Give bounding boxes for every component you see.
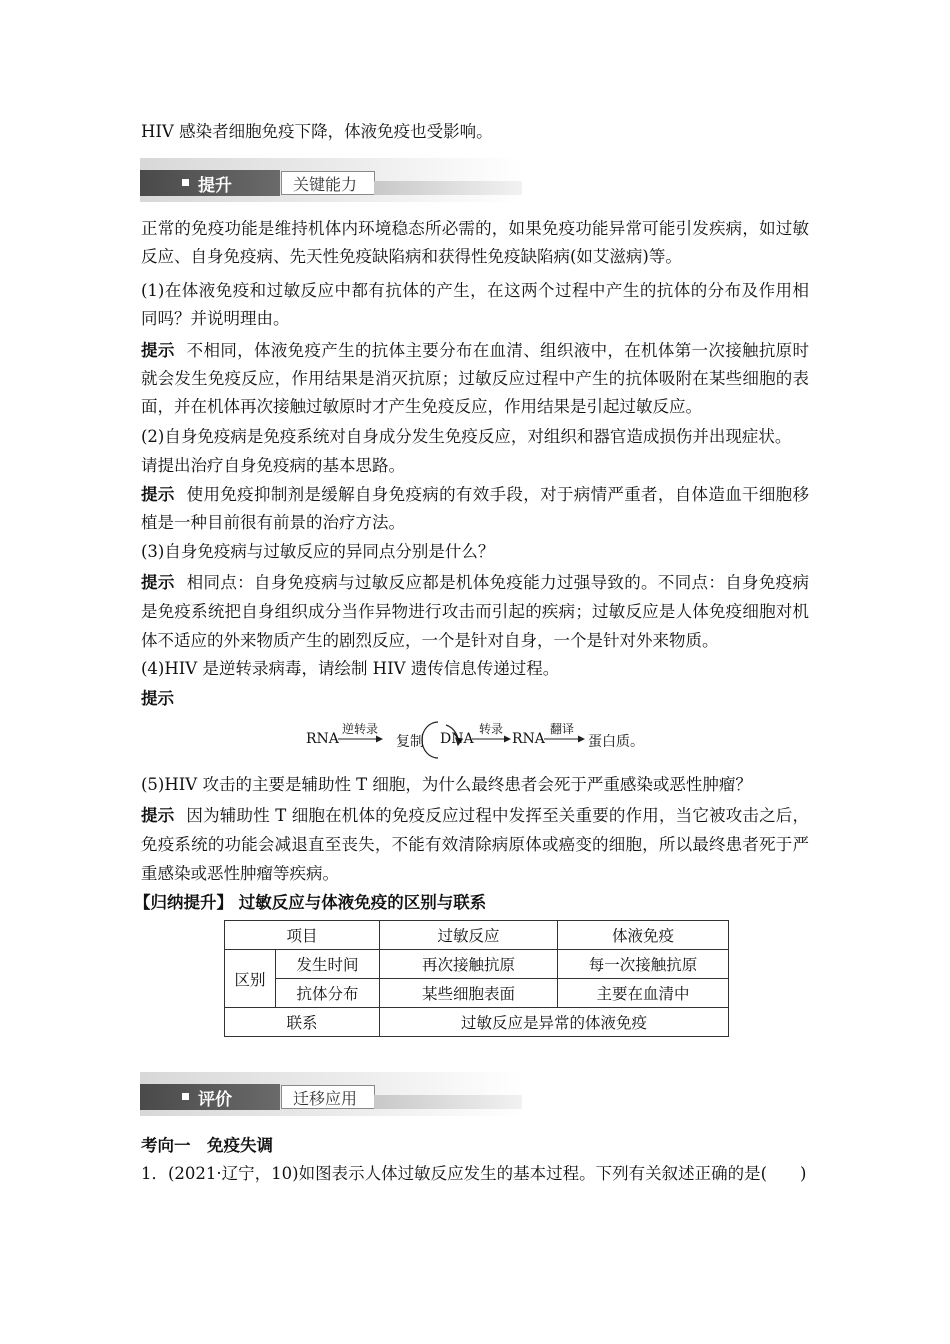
table-row	[225, 950, 729, 979]
answer-3-line: 提示 相同点：自身免疫病与过敏反应都是机体免疫能力过强导致的。不同点：自身免疫病	[141, 573, 810, 592]
rna-label: RNA	[306, 731, 339, 747]
question-5-line: (5)HIV 攻击的主要是辅助性 T 细胞，为什么最终患者会死于严重感染或恶性肿瘤？	[141, 775, 752, 794]
table-cell: 再次接触抗原	[380, 950, 558, 979]
hint-label: 提示	[141, 573, 175, 592]
protein-label: 蛋白质。	[588, 734, 644, 750]
table-row	[225, 979, 729, 1008]
hint-label: 提示	[141, 485, 175, 504]
rna-label: RNA	[512, 731, 545, 747]
answer-5-line: 提示 因为辅助性 T 细胞在机体的免疫反应过程中发挥至关重要的作用，当它被攻击之后，	[141, 806, 810, 825]
table-cell: 主要在血清中	[558, 979, 729, 1008]
answer-2-line: 提示 使用免疫抑制剂是缓解自身免疫病的有效手段，对于病情严重者，自体造血干细胞移	[141, 485, 810, 504]
question-3-line: (3)自身免疫病与过敏反应的异同点分别是什么？	[141, 542, 495, 561]
table-cell: 项目	[225, 921, 380, 950]
hint-label: 提示	[141, 689, 174, 708]
exercise-1-question: 1．(2021·辽宁，10)如图表示人体过敏反应发生的基本过程。下列有关叙述正确的是( )	[141, 1164, 807, 1183]
square-icon	[182, 1093, 189, 1100]
section-banner-improve	[140, 158, 522, 202]
answer-3-line: 是免疫系统把自身组织成分当作异物进行攻击而引起的疾病；过敏反应是人体免疫细胞对机	[141, 602, 809, 621]
dna-label: DNA	[440, 731, 474, 747]
hint-label: 提示	[141, 341, 175, 360]
banner-subtitle: 迁移应用	[293, 1089, 358, 1108]
table-cell: 体液免疫	[558, 921, 729, 950]
answer-1-line: 就会发生免疫反应，作用结果是消灭抗原；过敏反应过程中产生的抗体吸附在某些细胞的表	[141, 369, 809, 388]
table-cell: 某些细胞表面	[380, 979, 558, 1008]
square-icon	[182, 179, 189, 186]
banner-title: 提升	[198, 176, 232, 196]
paragraph-line: 反应、自身免疫病、先天性免疫缺陷病和获得性免疫缺陷病(如艾滋病)等。	[141, 247, 682, 266]
hiv-info-flow-diagram	[300, 712, 650, 768]
transcription-label: 转录	[479, 722, 504, 736]
section-banner-evaluate	[140, 1072, 522, 1116]
comparison-table	[224, 920, 729, 1037]
question-2-line: 请提出治疗自身免疫病的基本思路。	[141, 456, 405, 475]
table-cell: 过敏反应是异常的体液免疫	[380, 1008, 729, 1037]
question-1-line: 同吗？并说明理由。	[141, 309, 290, 328]
table-row	[225, 921, 729, 950]
table-cell: 抗体分布	[276, 979, 380, 1008]
paragraph-line: 正常的免疫功能是维持机体内环境稳态所必需的，如果免疫功能异常可能引发疾病，如过敏	[141, 219, 809, 238]
answer-2-line: 植是一种目前很有前景的治疗方法。	[141, 513, 405, 532]
summary-title: 【归纳提升】 过敏反应与体液免疫的区别与联系	[134, 893, 487, 912]
answer-3-line: 体不适应的外来物质产生的剧烈反应，一个是针对自身，一个是针对外来物质。	[141, 631, 719, 650]
table-row	[225, 1008, 729, 1037]
question-2-line: (2)自身免疫病是免疫系统对自身成分发生免疫反应，对组织和器官造成损伤并出现症状。	[141, 427, 792, 446]
table-cell: 联系	[225, 1008, 380, 1037]
question-1-line: (1)在体液免疫和过敏反应中都有抗体的产生，在这两个过程中产生的抗体的分布及作用相	[141, 281, 809, 300]
answer-5-line: 免疫系统的功能会减退直至丧失，不能有效清除病原体或癌变的细胞，所以最终患者死于严	[141, 835, 809, 854]
answer-1-line: 面，并在机体再次接触过敏原时才产生免疫反应，作用结果是引起过敏反应。	[141, 397, 702, 416]
table-cell: 区别	[225, 950, 276, 1008]
replication-label: 复制	[396, 734, 424, 750]
reverse-transcription-label: 逆转录	[342, 722, 379, 736]
table-cell: 发生时间	[276, 950, 380, 979]
table-cell: 过敏反应	[380, 921, 558, 950]
answer-5-line: 重感染或恶性肿瘤等疾病。	[141, 864, 339, 883]
banner-subtitle: 关键能力	[293, 175, 358, 194]
table-cell: 每一次接触抗原	[558, 950, 729, 979]
question-4-line: (4)HIV 是逆转录病毒，请绘制 HIV 遗传信息传递过程。	[141, 659, 560, 678]
intro-line: HIV 感染者细胞免疫下降，体液免疫也受影响。	[141, 122, 493, 141]
translation-label: 翻译	[550, 722, 575, 736]
banner-title: 评价	[198, 1090, 232, 1110]
direction-title: 考向一 免疫失调	[141, 1136, 273, 1155]
answer-1-line: 提示 不相同，体液免疫产生的抗体主要分布在血清、组织液中，在机体第一次接触抗原时	[141, 341, 810, 360]
hint-label: 提示	[141, 806, 175, 825]
